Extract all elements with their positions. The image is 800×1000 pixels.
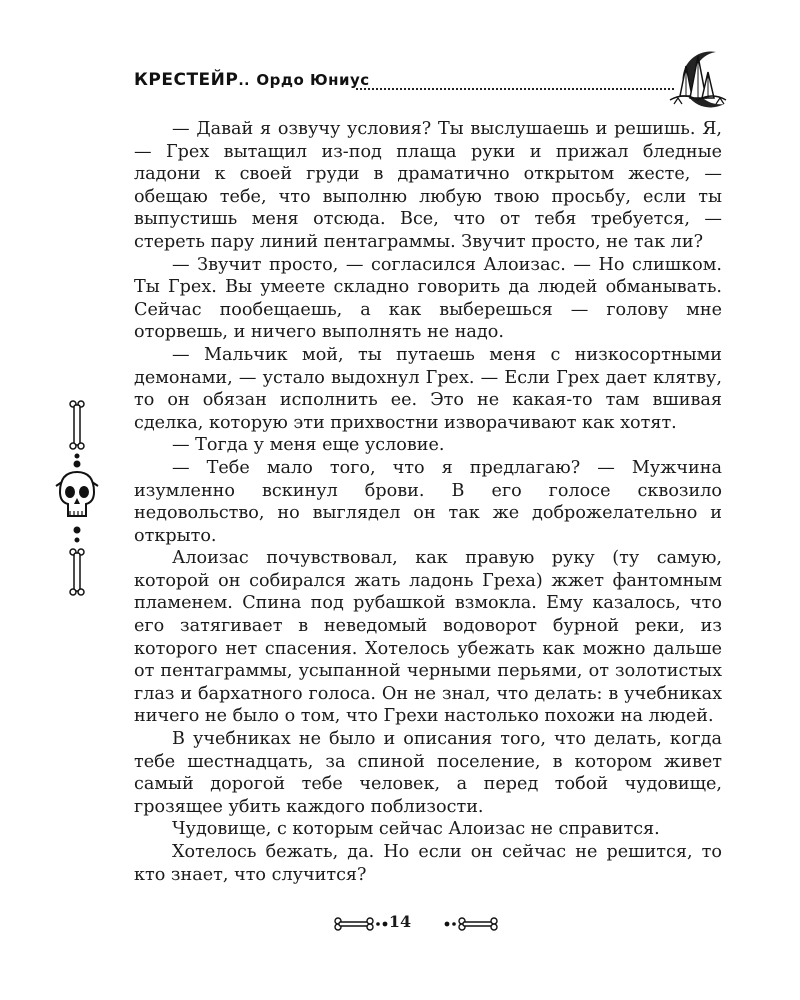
paragraph: — Тогда у меня еще условие. (172, 435, 445, 456)
book-title: КРЕСТЕЙР (134, 70, 239, 90)
paragraph: Чудовище, с которым сейчас Алоизас не справится. (172, 819, 660, 840)
page-footer (0, 912, 800, 940)
dotted-leader (356, 88, 674, 90)
paragraph: — Звучит просто, — согласился Алоизас. — Но слишком. Ты Грех. Вы умеете складно говорить да людей обманывать. Сейчас пообещаешь, а как выберешься — голову мне оторвешь, и ничего выполнять не надо. (134, 254, 722, 343)
page-number: 14 (388, 912, 412, 931)
title-separator: .. (238, 73, 250, 89)
paragraph: — Давай я озвучу условия? Ты выслушаешь и решишь. Я, — Грех вытащил из-под плаща руки и прижал бледные ладони к своей груди в драматично открытом жесте, — обещаю тебе, что выполню любую твою просьбу, если ты выпустишь меня отсюда. Все, что от тебя требуется, — стереть пару линий пентаграммы. Звучит просто, не так ли? (134, 119, 722, 252)
skull-ornament-icon (52, 400, 102, 600)
header-title (134, 70, 370, 90)
paragraph: — Мальчик мой, ты путаешь меня с низкосортными демонами, — устало выдохнул Грех. — Если Грех дает клятву, то он обязан исполнить ее. Это не какая-то там вшивая сделка, которую эти прихвостни изворачивают как хотят. (134, 344, 722, 433)
running-header (134, 66, 744, 116)
bone-right-icon (442, 916, 498, 932)
paragraph: Хотелось бежать, да. Но если он сейчас не решится, то кто знает, что случится? (134, 842, 722, 885)
page-body (134, 118, 722, 886)
paragraph: — Тебе мало того, что я предлагаю? — Мужчина изумленно вскинул брови. В его голосе сквозило недовольство, но выглядел он так же доброжелательно и открыто. (134, 457, 722, 546)
bone-left-icon (334, 916, 390, 932)
paragraph: Алоизас почувствовал, как правую руку (ту самую, которой он собирался жать ладонь Греха) жжет фантомным пламенем. Спина под рубашкой взмокла. Ему казалось, что его затягивает в неведомый водоворот бурной реки, из которого нет спасения. Хотелось убежать как можно дальше от пентаграммы, усыпанной черными перьями, от золотистых глаз и бархатного голоса. Он не знал, что делать: в учебниках ничего не было о том, что Грехи настолько похожи на людей. (134, 548, 722, 727)
crystal-moon-icon (664, 48, 744, 112)
author-name: Ордо Юниус (256, 71, 370, 89)
paragraph: В учебниках не было и описания того, что делать, когда тебе шестнадцать, за спиной поселение, в котором живет самый дорогой тебе человек, а перед тобой чудовище, грозящее убить каждого поблизости. (134, 729, 722, 817)
